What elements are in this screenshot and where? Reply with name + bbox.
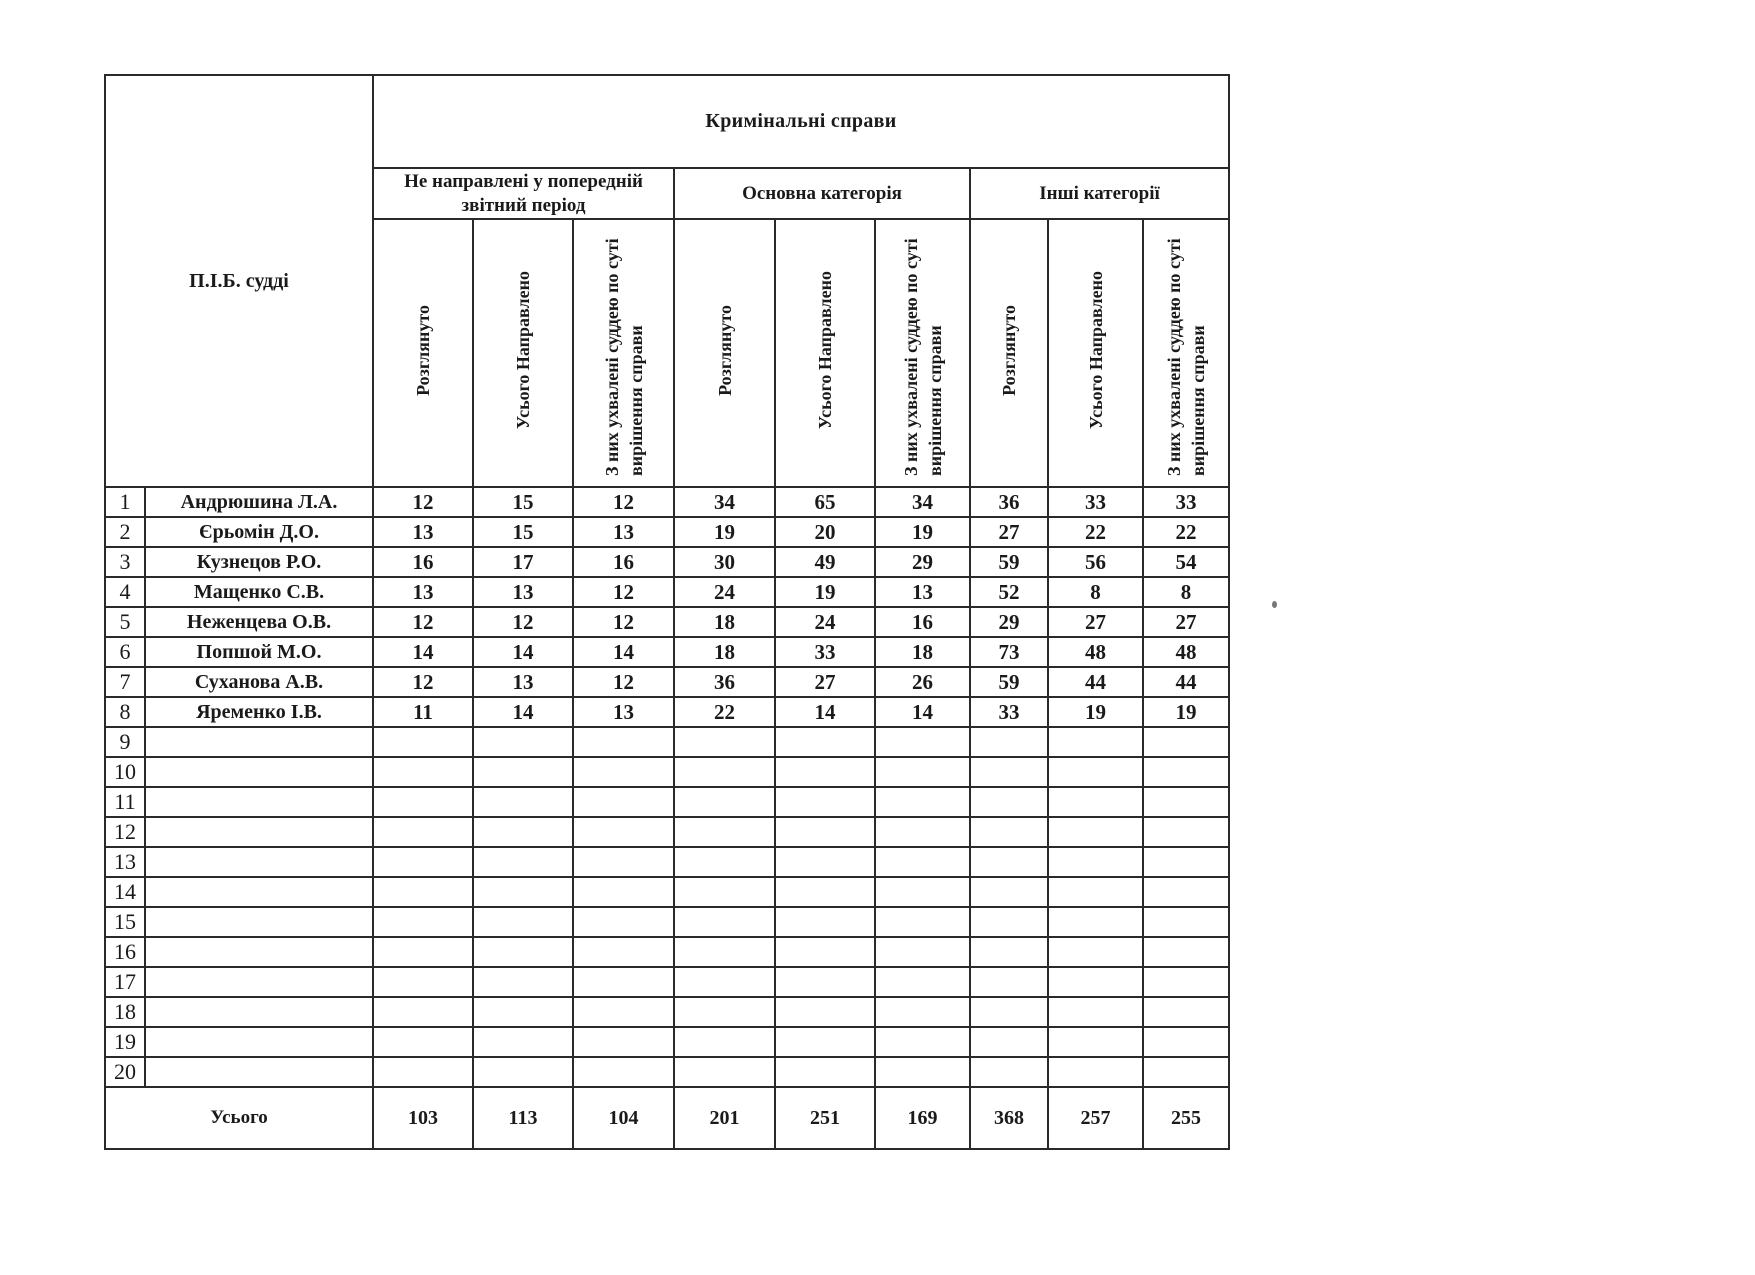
cell-value [970,727,1048,757]
group-header-not-sent: Не направлені у попередній звітний період [373,168,674,219]
cell-value: 12 [573,667,674,697]
table-row [105,997,1229,1027]
cell-value: 8 [1143,577,1229,607]
cell-value [970,787,1048,817]
cell-value: 24 [674,577,775,607]
cell-value: 48 [1048,637,1143,667]
table-row [105,727,1229,757]
cell-value: 12 [373,487,473,517]
cell-value [775,997,875,1027]
cell-value: 36 [674,667,775,697]
cell-value [573,847,674,877]
cell-value [373,787,473,817]
judge-name [145,877,373,907]
cell-value: 73 [970,637,1048,667]
cell-value: 29 [875,547,970,577]
row-number: 19 [105,1027,145,1057]
cell-value: 26 [875,667,970,697]
cell-value [373,997,473,1027]
row-number: 5 [105,607,145,637]
cell-value [1143,817,1229,847]
cell-value [674,1057,775,1087]
table-row [105,697,1229,727]
cell-value [373,1027,473,1057]
subcolumn-header [473,219,573,487]
cell-value [1048,937,1143,967]
cell-value [473,787,573,817]
cell-value [970,937,1048,967]
judge-name: Неженцева О.В. [145,607,373,637]
cell-value [970,847,1048,877]
cell-value [573,907,674,937]
cell-value [573,877,674,907]
table-row [105,937,1229,967]
cell-value: 22 [1048,517,1143,547]
subcolumn-header [875,219,970,487]
subcolumn-header-label: З них ухвалені суддею по суті вирішення справи [601,237,646,476]
judge-name: Яременко І.В. [145,697,373,727]
cell-value [970,907,1048,937]
table-row [105,877,1229,907]
cell-value: 13 [373,517,473,547]
judge-name [145,727,373,757]
total-value: 201 [674,1087,775,1149]
cell-value: 15 [473,487,573,517]
scan-speck [1272,601,1277,608]
cell-value [674,997,775,1027]
cell-value [1143,967,1229,997]
table-row [105,667,1229,697]
cell-value: 13 [875,577,970,607]
cell-value [573,817,674,847]
row-number: 6 [105,637,145,667]
cell-value [473,1057,573,1087]
cell-value [373,847,473,877]
criminal-cases-table [104,74,1230,1150]
total-value: 103 [373,1087,473,1149]
judge-name [145,817,373,847]
cell-value [1048,997,1143,1027]
row-number: 11 [105,787,145,817]
judge-name [145,1027,373,1057]
cell-value [875,757,970,787]
subcolumn-header-label: Розглянуто [999,305,1019,396]
subcolumn-header [573,219,674,487]
cell-value: 49 [775,547,875,577]
cell-value [573,1057,674,1087]
cell-value [775,757,875,787]
cell-value [573,997,674,1027]
cell-value [674,817,775,847]
cell-value [674,757,775,787]
cell-value: 12 [573,577,674,607]
cell-value [373,937,473,967]
cell-value [1048,787,1143,817]
cell-value: 33 [1048,487,1143,517]
row-number: 14 [105,877,145,907]
cell-value: 33 [970,697,1048,727]
cell-value [674,877,775,907]
cell-value: 16 [373,547,473,577]
subcolumn-header [1048,219,1143,487]
cell-value [674,907,775,937]
cell-value [875,847,970,877]
judge-name [145,907,373,937]
cell-value [473,847,573,877]
total-label: Усього [105,1087,373,1149]
cell-value: 44 [1048,667,1143,697]
cell-value [1143,907,1229,937]
cell-value: 14 [473,637,573,667]
cell-value [373,1057,473,1087]
cell-value [373,727,473,757]
table-row [105,847,1229,877]
table-row [105,1057,1229,1087]
cell-value: 48 [1143,637,1229,667]
cell-value [970,1057,1048,1087]
cell-value: 59 [970,667,1048,697]
table-row [105,517,1229,547]
table-row [105,787,1229,817]
row-number: 3 [105,547,145,577]
cell-value [875,727,970,757]
subcolumn-header-label: Усього Направлено [1085,271,1106,430]
row-number: 10 [105,757,145,787]
cell-value [875,787,970,817]
cell-value [775,1057,875,1087]
cell-value: 56 [1048,547,1143,577]
cell-value: 14 [373,637,473,667]
cell-value: 30 [674,547,775,577]
cell-value [373,967,473,997]
cell-value: 15 [473,517,573,547]
cell-value: 59 [970,547,1048,577]
cell-value [970,967,1048,997]
cell-value [970,817,1048,847]
cell-value [875,877,970,907]
cell-value: 12 [373,667,473,697]
cell-value: 44 [1143,667,1229,697]
cell-value: 34 [674,487,775,517]
cell-value [1143,1027,1229,1057]
judge-name [145,787,373,817]
table-row [105,967,1229,997]
cell-value [875,817,970,847]
judge-name: Кузнецов Р.О. [145,547,373,577]
cell-value: 54 [1143,547,1229,577]
cell-value [875,907,970,937]
cell-value [1048,877,1143,907]
cell-value: 13 [573,697,674,727]
cell-value [775,907,875,937]
row-number: 13 [105,847,145,877]
subcolumn-header [373,219,473,487]
judge-name: Суханова А.В. [145,667,373,697]
cell-value: 14 [573,637,674,667]
cell-value: 12 [473,607,573,637]
subcolumn-header-label: Розглянуто [714,305,735,396]
cell-value [1143,1057,1229,1087]
total-value: 257 [1048,1087,1143,1149]
subcolumn-header-label: З них ухвалені суддею по суті вирішення справи [900,237,945,476]
judge-name [145,1057,373,1087]
row-number: 12 [105,817,145,847]
cell-value [775,727,875,757]
subcolumn-header [674,219,775,487]
cell-value [573,787,674,817]
total-value: 255 [1143,1087,1229,1149]
row-number: 18 [105,997,145,1027]
cell-value [473,907,573,937]
subcolumn-header [1143,219,1229,487]
cell-value [875,967,970,997]
cell-value [875,997,970,1027]
total-value: 113 [473,1087,573,1149]
total-value: 169 [875,1087,970,1149]
cell-value [875,1057,970,1087]
cell-value [1143,757,1229,787]
subcolumn-header-label: З них ухвалені суддею по суті вирішення справи [1164,237,1208,476]
cell-value [1143,877,1229,907]
group-header-other-categories: Інші категорії [970,168,1229,219]
judge-name [145,997,373,1027]
cell-value: 22 [674,697,775,727]
cell-value [674,847,775,877]
row-number: 1 [105,487,145,517]
subcolumn-header [775,219,875,487]
cell-value [674,1027,775,1057]
total-value: 368 [970,1087,1048,1149]
cell-value: 16 [875,607,970,637]
cell-value: 12 [573,487,674,517]
cell-value [1048,1027,1143,1057]
cell-value: 18 [674,637,775,667]
row-number: 8 [105,697,145,727]
cell-value: 29 [970,607,1048,637]
cell-value [775,817,875,847]
cell-value [473,967,573,997]
group-header-main-category: Основна категорія [674,168,970,219]
cell-value: 33 [775,637,875,667]
subcolumn-header [970,219,1048,487]
cell-value [373,817,473,847]
cell-value [473,757,573,787]
judge-name [145,847,373,877]
cell-value [473,817,573,847]
table-title: Кримінальні справи [373,75,1229,168]
table-row [105,607,1229,637]
table-row [105,547,1229,577]
cell-value [473,937,573,967]
cell-value [573,967,674,997]
judge-name: Андрюшина Л.А. [145,487,373,517]
cell-value [1143,727,1229,757]
row-number: 9 [105,727,145,757]
table-row [105,487,1229,517]
cell-value: 19 [1048,697,1143,727]
cell-value: 14 [775,697,875,727]
cell-value [473,997,573,1027]
cell-value [573,1027,674,1057]
judge-name: Єрьомін Д.О. [145,517,373,547]
cell-value [970,757,1048,787]
cell-value [1143,997,1229,1027]
table-row [105,637,1229,667]
cell-value: 11 [373,697,473,727]
subcolumn-header-label: Усього Направлено [815,271,835,430]
total-value: 251 [775,1087,875,1149]
cell-value [1048,967,1143,997]
cell-value: 13 [473,577,573,607]
cell-value [875,937,970,967]
table-row [105,1027,1229,1057]
cell-value: 36 [970,487,1048,517]
cell-value: 13 [573,517,674,547]
cell-value: 19 [1143,697,1229,727]
cell-value [573,937,674,967]
cell-value [373,757,473,787]
subcolumn-header-label: Усього Направлено [513,271,533,430]
cell-value: 18 [674,607,775,637]
judge-name [145,967,373,997]
cell-value: 27 [1048,607,1143,637]
cell-value: 12 [373,607,473,637]
cell-value [875,1027,970,1057]
cell-value [970,997,1048,1027]
row-number: 2 [105,517,145,547]
judge-name [145,757,373,787]
cell-value [1048,847,1143,877]
cell-value [674,967,775,997]
row-number: 20 [105,1057,145,1087]
cell-value: 27 [970,517,1048,547]
cell-value [1143,787,1229,817]
cell-value [373,907,473,937]
cell-value: 52 [970,577,1048,607]
cell-value [775,967,875,997]
cell-value [573,727,674,757]
judge-name: Мащенко С.В. [145,577,373,607]
cell-value [674,727,775,757]
judge-name: Попшой М.О. [145,637,373,667]
cell-value: 20 [775,517,875,547]
row-number: 7 [105,667,145,697]
cell-value: 24 [775,607,875,637]
cell-value: 19 [775,577,875,607]
row-number: 15 [105,907,145,937]
cell-value [473,727,573,757]
cell-value [1143,847,1229,877]
table-row [105,577,1229,607]
cell-value: 13 [473,667,573,697]
cell-value: 14 [875,697,970,727]
table-row [105,817,1229,847]
cell-value: 19 [674,517,775,547]
cell-value: 13 [373,577,473,607]
cell-value: 33 [1143,487,1229,517]
cell-value: 12 [573,607,674,637]
table-row [105,907,1229,937]
judge-name-header: П.І.Б. судді [105,75,373,487]
cell-value [775,1027,875,1057]
table-row [105,757,1229,787]
cell-value [373,877,473,907]
cell-value [1048,757,1143,787]
cell-value [775,937,875,967]
cell-value: 14 [473,697,573,727]
cell-value [1048,907,1143,937]
cell-value: 19 [875,517,970,547]
cell-value: 27 [775,667,875,697]
cell-value [674,787,775,817]
cell-value [674,937,775,967]
cell-value: 34 [875,487,970,517]
cell-value [1048,817,1143,847]
judge-name [145,937,373,967]
cell-value [775,787,875,817]
cell-value [573,757,674,787]
row-number: 16 [105,937,145,967]
cell-value: 8 [1048,577,1143,607]
cell-value [1048,1057,1143,1087]
cell-value [473,877,573,907]
cell-value: 18 [875,637,970,667]
row-number: 17 [105,967,145,997]
cell-value [775,877,875,907]
cell-value: 16 [573,547,674,577]
cell-value [970,877,1048,907]
cell-value [970,1027,1048,1057]
cell-value: 65 [775,487,875,517]
cell-value [473,1027,573,1057]
cell-value [1143,937,1229,967]
total-value: 104 [573,1087,674,1149]
subcolumn-header-label: Розглянуто [413,305,433,396]
cell-value [775,847,875,877]
cell-value: 27 [1143,607,1229,637]
cell-value: 17 [473,547,573,577]
row-number: 4 [105,577,145,607]
cell-value [1048,727,1143,757]
cell-value: 22 [1143,517,1229,547]
